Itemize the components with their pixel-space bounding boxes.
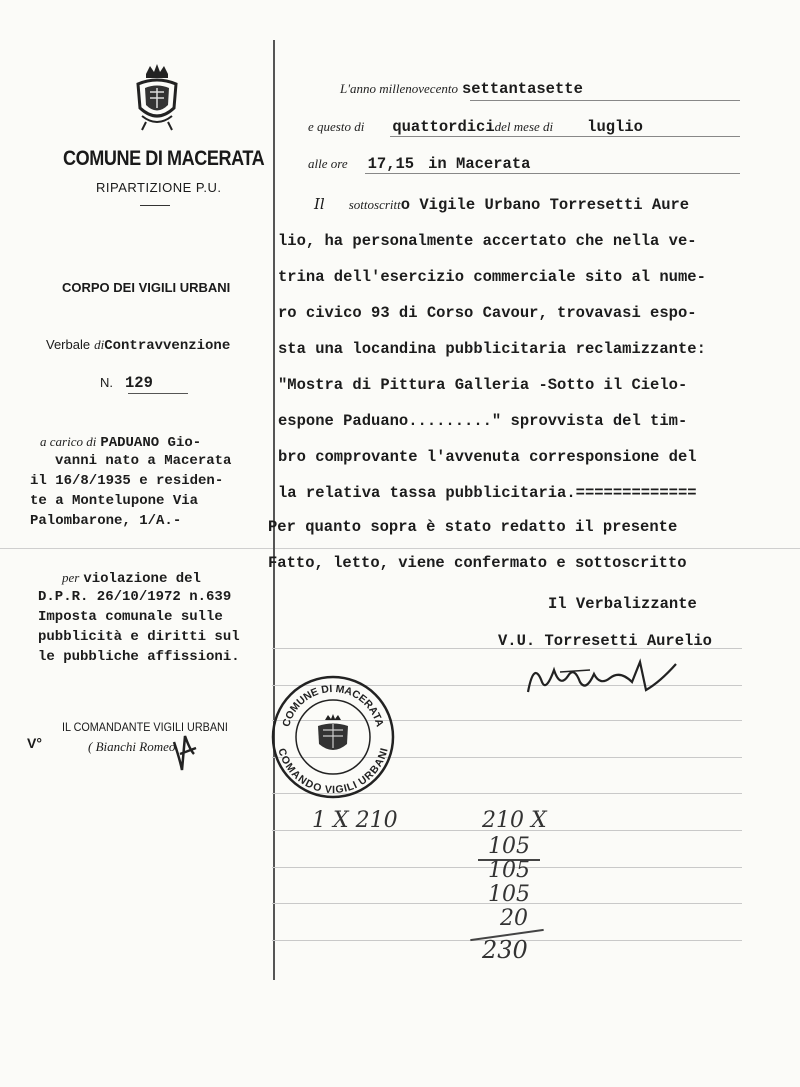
- carico-line: [40, 433, 201, 451]
- verbale-number: 129: [125, 374, 153, 392]
- sottoscritt-label: sottoscritt: [348, 197, 401, 212]
- calc-line-5: 230: [482, 936, 528, 964]
- calc-line-0: 210 X: [482, 808, 547, 833]
- number-label: N.: [100, 375, 113, 390]
- date-line: [308, 118, 643, 136]
- calc-line-4: 20: [500, 906, 528, 931]
- calc-left-expr: 1 X 210: [312, 808, 398, 833]
- municipality-title: COMUNE DI MACERATA: [63, 147, 265, 170]
- visto-label: V°: [27, 735, 42, 751]
- body-line-8: Per quanto sopra è stato redatto il presente: [268, 518, 678, 536]
- body-line-6: bro comprovante l'avvenuta corresponsione del: [278, 448, 697, 466]
- ore-value: 17,15: [367, 155, 415, 173]
- violation-line-4: le pubbliche affissioni.: [38, 649, 240, 665]
- commander-signature: [170, 730, 200, 775]
- mese-label: del mese di: [494, 119, 554, 134]
- month-value: luglio: [587, 118, 643, 136]
- stamp-bottom-text: COMANDO VIGILI URBANI: [275, 746, 391, 797]
- stamp-top-text: COMUNE DI MACERATA: [280, 682, 386, 729]
- officer-signature: [520, 652, 690, 702]
- person-line-2: il 16/8/1935 e residen-: [30, 473, 224, 489]
- column-divider: [273, 40, 275, 980]
- questo-label: e questo di: [308, 119, 365, 134]
- person-line-3: te a Montelupone Via: [30, 493, 199, 509]
- per-label: per: [62, 570, 80, 585]
- il-label: Il: [314, 195, 325, 213]
- ore-label: alle ore: [308, 156, 348, 171]
- verbalizzante-label: Il Verbalizzante: [548, 595, 697, 613]
- calc-line-1: 105: [488, 834, 530, 859]
- corps-label: CORPO DEI VIGILI URBANI: [62, 280, 231, 295]
- violation-line-2: Imposta comunale sulle: [38, 609, 223, 625]
- commander-name: ( Bianchi Romeo: [88, 739, 176, 754]
- anno-value: settantasette: [461, 80, 583, 98]
- person-line-1: vanni nato a Macerata: [55, 453, 232, 469]
- body-line-2: ro civico 93 di Corso Cavour, trovavasi espo-: [278, 304, 697, 322]
- time-underline: [365, 173, 740, 174]
- verbale-label: Verbale: [46, 337, 91, 352]
- officer-name: V.U. Torresetti Aurelio: [498, 632, 712, 650]
- verbale-di: di: [94, 337, 105, 352]
- body-first-line: o Vigile Urbano Torresetti Aure: [400, 196, 690, 214]
- violation-line-3: pubblicità e diritti sul: [38, 629, 240, 645]
- body-line-5: espone Paduano........." sprovvista del tim-: [278, 412, 688, 430]
- coat-of-arms-emblem: [132, 62, 182, 134]
- body-line-0: lio, ha personalmente accertato che nella ve-: [278, 232, 697, 250]
- violation-line-0: violazione del: [83, 571, 201, 587]
- sottoscritto-line: [314, 195, 689, 214]
- verbale-line: [46, 336, 230, 354]
- body-line-7: la relativa tassa pubblicitaria.=============: [278, 484, 697, 502]
- number-line: [100, 374, 153, 392]
- body-line-1: trina dell'esercizio commerciale sito al nume-: [278, 268, 706, 286]
- verbale-type: Contravvenzione: [104, 338, 231, 354]
- time-line: [308, 155, 530, 173]
- calc-line-3: 105: [488, 882, 530, 907]
- municipal-stamp: [268, 672, 398, 802]
- department-label: RIPARTIZIONE P.U.: [96, 180, 222, 195]
- place-value: in Macerata: [428, 155, 531, 173]
- body-line-4: "Mostra di Pittura Galleria -Sotto il Cielo-: [278, 376, 688, 394]
- person-line-4: Palombarone, 1/A.-: [30, 513, 182, 529]
- violation-first-line: [62, 569, 201, 587]
- calc-line-2: 105: [488, 858, 530, 883]
- short-divider: [140, 205, 170, 206]
- anno-underline: [470, 100, 740, 101]
- violation-line-1: D.P.R. 26/10/1972 n.639: [38, 589, 232, 605]
- commander-title: IL COMANDANTE VIGILI URBANI: [62, 720, 228, 734]
- carico-label: a carico di: [40, 434, 97, 449]
- body-line-9: Fatto, letto, viene confermato e sottoscritto: [268, 554, 687, 572]
- person-line-0: PADUANO Gio-: [100, 435, 202, 451]
- anno-line: [340, 80, 583, 98]
- date-underline: [390, 136, 740, 137]
- body-line-3: sta una locandina pubblicitaria reclamizzante:: [278, 340, 706, 358]
- number-underline: [128, 393, 188, 394]
- day-value: quattordici: [392, 118, 495, 136]
- fold-line: [0, 548, 800, 549]
- anno-label: L'anno millenovecento: [340, 81, 458, 96]
- svg-text:COMANDO VIGILI URBANI: [275, 747, 391, 796]
